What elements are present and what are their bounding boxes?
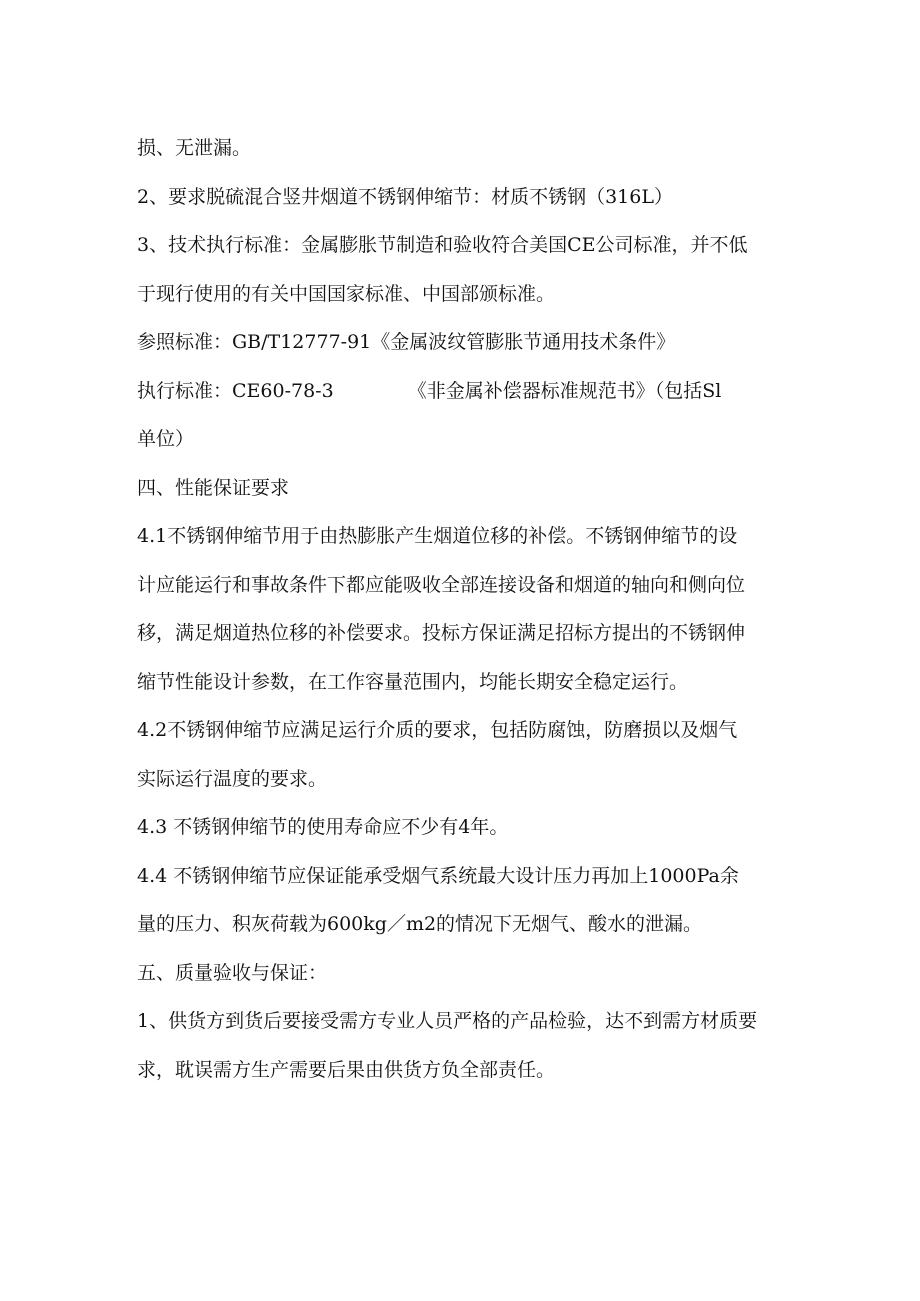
text-line: 参照标准：GB/T12777-91《金属波纹管膨胀节通用技术条件》 — [137, 331, 676, 353]
text-line: 实际运行温度的要求。 — [137, 767, 328, 790]
section-heading: 四、性能保证要求 — [137, 476, 290, 499]
execution-standard-title: 《非金属补偿器标准规范书》（包括Sl — [407, 379, 722, 402]
text-line: 量的压力、积灰荷载为600kg／m2的情况下无烟气、酸水的泄漏。 — [137, 913, 703, 935]
text-line: 1、供货方到货后要接受需方专业人员严格的产品检验，达不到需方材质要 — [137, 1010, 758, 1032]
text-line: 移，满足烟道热位移的补偿要求。投标方保证满足招标方提出的不锈钢伸 — [137, 622, 746, 644]
execution-standard-code: 执行标准：CE60-78-3 — [137, 379, 334, 402]
text-line-execution-standard — [137, 367, 787, 416]
section-heading: 五、质量验收与保证： — [137, 961, 328, 984]
text-line: 4.2不锈钢伸缩节应满足运行介质的要求，包括防腐蚀，防磨损以及烟气 — [137, 719, 738, 741]
text-line: 求，耽误需方生产需要后果由供货方负全部责任。 — [137, 1058, 556, 1081]
text-line: 单位） — [137, 428, 195, 450]
text-line: 计应能运行和事故条件下都应能吸收全部连接设备和烟道的轴向和侧向位 — [137, 573, 746, 596]
text-line: 4.1不锈钢伸缩节用于由热膨胀产生烟道位移的补偿。不锈钢伸缩节的设 — [137, 525, 738, 547]
text-line: 损、无泄漏。 — [137, 137, 252, 159]
text-line: 缩节性能设计参数，在工作容量范围内，均能长期安全稳定运行。 — [137, 670, 689, 693]
text-line: 于现行使用的有关中国国家标准、中国部颁标准。 — [137, 282, 556, 305]
text-line: 4.3 不锈钢伸缩节的使用寿命应不少有4年。 — [137, 816, 509, 838]
text-line: 2、要求脱硫混合竖井烟道不锈钢伸缩节：材质不锈钢（316L） — [137, 185, 673, 208]
text-line: 3、技术执行标准：金属膨胀节制造和验收符合美国CE公司标准，并不低 — [137, 234, 748, 256]
text-line: 4.4 不锈钢伸缩节应保证能承受烟气系统最大设计压力再加上1000Pa余 — [137, 864, 739, 887]
document-body — [137, 124, 787, 1094]
